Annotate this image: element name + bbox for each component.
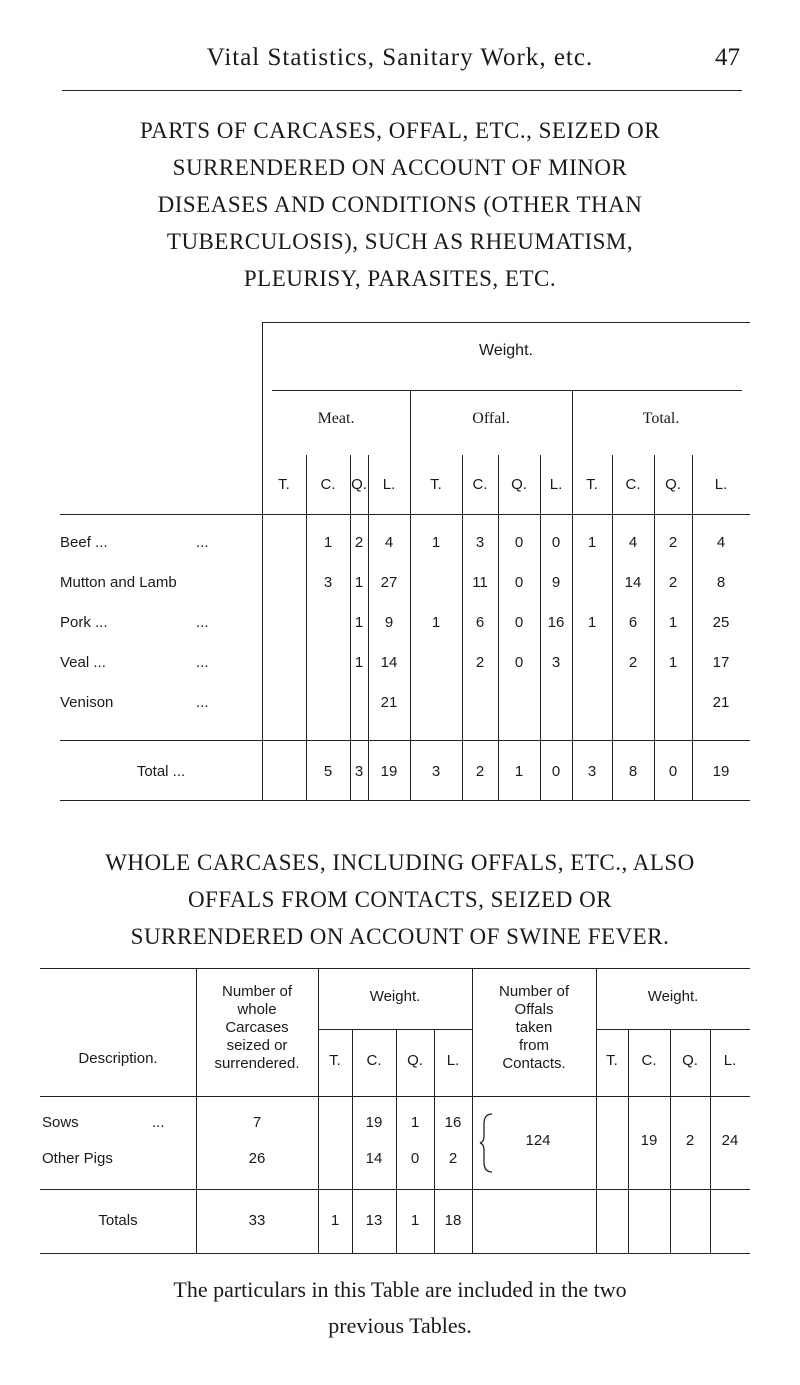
table1-unit-header: Q.	[351, 476, 367, 493]
table1-total-cell: 19	[712, 763, 730, 780]
table1-cell: 8	[716, 574, 726, 591]
table1-cell: 16	[547, 614, 565, 631]
table2-top-rule	[40, 968, 750, 969]
table2-cell: 0	[410, 1150, 420, 1167]
table2-unit-header: C.	[366, 1052, 382, 1069]
table2-description-header: Description.	[78, 1050, 158, 1067]
table2-cell: 2	[685, 1132, 695, 1149]
table1-unit-header: L.	[549, 476, 563, 493]
table1-total-cell: 5	[323, 763, 333, 780]
table1-cell: 9	[551, 574, 561, 591]
table2-weight2-rule	[596, 1029, 750, 1030]
table2-unit-header: T.	[606, 1052, 618, 1069]
table1-cell: 3	[475, 534, 485, 551]
table1-cell: 1	[587, 614, 597, 631]
table1-total-label: Total ...	[136, 763, 186, 780]
table1-total-cell: 1	[514, 763, 524, 780]
table2-unit-header: Q.	[407, 1052, 423, 1069]
header-line: Carcases	[225, 1019, 289, 1036]
table1-unit-header: L.	[714, 476, 728, 493]
table1-row-label: Venison	[60, 694, 114, 711]
table1-row-dots: ...	[196, 694, 209, 711]
table2-weight-rule	[318, 1029, 472, 1030]
table1-total-cell: 8	[628, 763, 638, 780]
table2-weight2-header: Weight.	[647, 988, 699, 1005]
table2-cell: 1	[410, 1212, 420, 1229]
table2-heading-line: OFFALS FROM CONTACTS, SEIZED OR	[187, 887, 613, 912]
page-number: 47	[715, 44, 740, 71]
table1-cell: 2	[628, 654, 638, 671]
table1-unit-header: C.	[625, 476, 641, 493]
running-head-title: Vital Statistics, Sanitary Work, etc.	[206, 44, 594, 71]
table1-unit-header: Q.	[665, 476, 681, 493]
header-line: taken	[515, 1019, 553, 1036]
table2-offals-header	[472, 983, 596, 1073]
table1-unit-header: T.	[430, 476, 442, 493]
table1-group-header: Offal.	[472, 410, 510, 427]
table1-cell: 0	[514, 534, 524, 551]
table2-bottom-rule	[40, 1253, 750, 1254]
header-line: Number of	[498, 983, 570, 1000]
table1-cell: 1	[354, 614, 364, 631]
table1-cell: 21	[380, 694, 398, 711]
table1-heading-line: PARTS OF CARCASES, OFFAL, ETC., SEIZED OR	[139, 118, 661, 143]
table2-cell: 14	[365, 1150, 383, 1167]
table2-row-label: Sows	[42, 1114, 79, 1131]
header-line: seized or	[226, 1037, 288, 1054]
table1-total-cell: 3	[587, 763, 597, 780]
table2-cell: 16	[444, 1114, 462, 1131]
table1-total-cell: 19	[380, 763, 398, 780]
table2-unit-header: T.	[329, 1052, 341, 1069]
table1-cell: 0	[551, 534, 561, 551]
brace-icon	[478, 1112, 498, 1174]
table1-row-label: Veal ...	[60, 654, 106, 671]
table2-unit-header: C.	[641, 1052, 657, 1069]
table1-weight-header: Weight.	[479, 342, 533, 359]
table2-cell: 24	[721, 1132, 739, 1149]
table2-header-rule	[40, 1096, 750, 1097]
table1-heading-line: PLEURISY, PARASITES, ETC.	[243, 266, 557, 291]
table1-heading-line: DISEASES AND CONDITIONS (OTHER THAN	[157, 192, 643, 217]
table1-group-header: Total.	[642, 410, 680, 427]
table2-cell: 33	[248, 1212, 266, 1229]
table1-row-label: Pork ...	[60, 614, 108, 631]
footnote-line: previous Tables.	[328, 1313, 472, 1338]
table1-total-cell: 3	[431, 763, 441, 780]
table2-unit-header: L.	[723, 1052, 737, 1069]
header-line: Offals	[514, 1001, 554, 1018]
table1-cell: 3	[551, 654, 561, 671]
table1-cell: 2	[475, 654, 485, 671]
table1-row-label: Beef ...	[60, 534, 108, 551]
table1-cell: 3	[323, 574, 333, 591]
table1-heading-line: TUBERCULOSIS), SUCH AS RHEUMATISM,	[166, 229, 634, 254]
table2-number-header	[196, 983, 318, 1073]
table2-cell: 1	[410, 1114, 420, 1131]
table1-cell: 2	[668, 574, 678, 591]
table1-cell: 0	[514, 574, 524, 591]
table1-cell: 14	[380, 654, 398, 671]
table1-cell: 1	[668, 654, 678, 671]
table2-cell: 18	[444, 1212, 462, 1229]
table1-cell: 11	[472, 574, 488, 591]
table2-cell: 13	[365, 1212, 383, 1229]
table1-cell: 6	[628, 614, 638, 631]
table1-cell: 14	[624, 574, 642, 591]
table1-cell: 1	[587, 534, 597, 551]
table2-col-line	[596, 968, 597, 1253]
table1-cell: 17	[712, 654, 730, 671]
table2-cell: 19	[640, 1132, 658, 1149]
table2-cell: 2	[448, 1150, 458, 1167]
table1-row-dots: ...	[196, 534, 209, 551]
table1-cell: 1	[431, 534, 441, 551]
table1-cell: 25	[712, 614, 730, 631]
table1-unit-header: C.	[472, 476, 488, 493]
table2-cell: 7	[252, 1114, 262, 1131]
table1-row-label: Mutton and Lamb	[60, 574, 177, 591]
table2-row-dots: ...	[152, 1114, 165, 1131]
table1-total-cell: 2	[475, 763, 485, 780]
table1-cell: 1	[668, 614, 678, 631]
table2-offals-count: 124	[525, 1132, 551, 1149]
table1-cell: 21	[712, 694, 730, 711]
table1-group-header: Meat.	[317, 410, 355, 427]
table1-unit-header: Q.	[511, 476, 527, 493]
table1-unit-header: T.	[278, 476, 290, 493]
table1-row-dots: ...	[196, 614, 209, 631]
table2-cell: 26	[248, 1150, 266, 1167]
table2-totals-label: Totals	[98, 1212, 138, 1229]
table1-unit-header: T.	[586, 476, 598, 493]
header-line: from	[519, 1037, 549, 1054]
table1-total-cell: 0	[668, 763, 678, 780]
table1-cell: 0	[514, 614, 524, 631]
table1-row-dots: ...	[196, 654, 209, 671]
table2-row-label: Other Pigs	[42, 1150, 113, 1167]
table1-cell: 4	[628, 534, 638, 551]
table1-cell: 4	[716, 534, 726, 551]
table2-col-line	[318, 968, 319, 1253]
table1-cell: 1	[354, 654, 364, 671]
table1-heading-line: SURRENDERED ON ACCOUNT OF MINOR	[172, 155, 628, 180]
header-line: whole	[237, 1001, 277, 1018]
table1-cell: 27	[380, 574, 398, 591]
table2-cell: 19	[365, 1114, 383, 1131]
table2-unit-header: L.	[446, 1052, 460, 1069]
table1-cell: 4	[384, 534, 394, 551]
table2-totals-rule	[40, 1189, 750, 1190]
table2-heading-line: WHOLE CARCASES, INCLUDING OFFALS, ETC., ALSO	[105, 850, 695, 875]
table1-cell: 1	[431, 614, 441, 631]
table2-weight-header: Weight.	[369, 988, 421, 1005]
table1-cell: 2	[668, 534, 678, 551]
table1-cell: 9	[384, 614, 394, 631]
footnote	[60, 1272, 740, 1344]
table1-total-cell: 3	[354, 763, 364, 780]
table2-heading-line: SURRENDERED ON ACCOUNT OF SWINE FEVER.	[130, 924, 670, 949]
table1-unit-header: L.	[382, 476, 396, 493]
table1-cell: 6	[475, 614, 485, 631]
header-line: Number of	[221, 983, 293, 1000]
table1-cell: 0	[514, 654, 524, 671]
table1-total-cell: 0	[551, 763, 561, 780]
table1-cell: 1	[354, 574, 364, 591]
footnote-line: The particulars in this Table are included in the two	[173, 1277, 627, 1302]
table2-unit-header: Q.	[682, 1052, 698, 1069]
header-line: surrendered.	[214, 1055, 300, 1072]
table1-cell: 2	[354, 534, 364, 551]
table2-cell: 1	[330, 1212, 340, 1229]
header-line: Contacts.	[502, 1055, 566, 1072]
table1-unit-header: C.	[320, 476, 336, 493]
table1-cell: 1	[323, 534, 333, 551]
